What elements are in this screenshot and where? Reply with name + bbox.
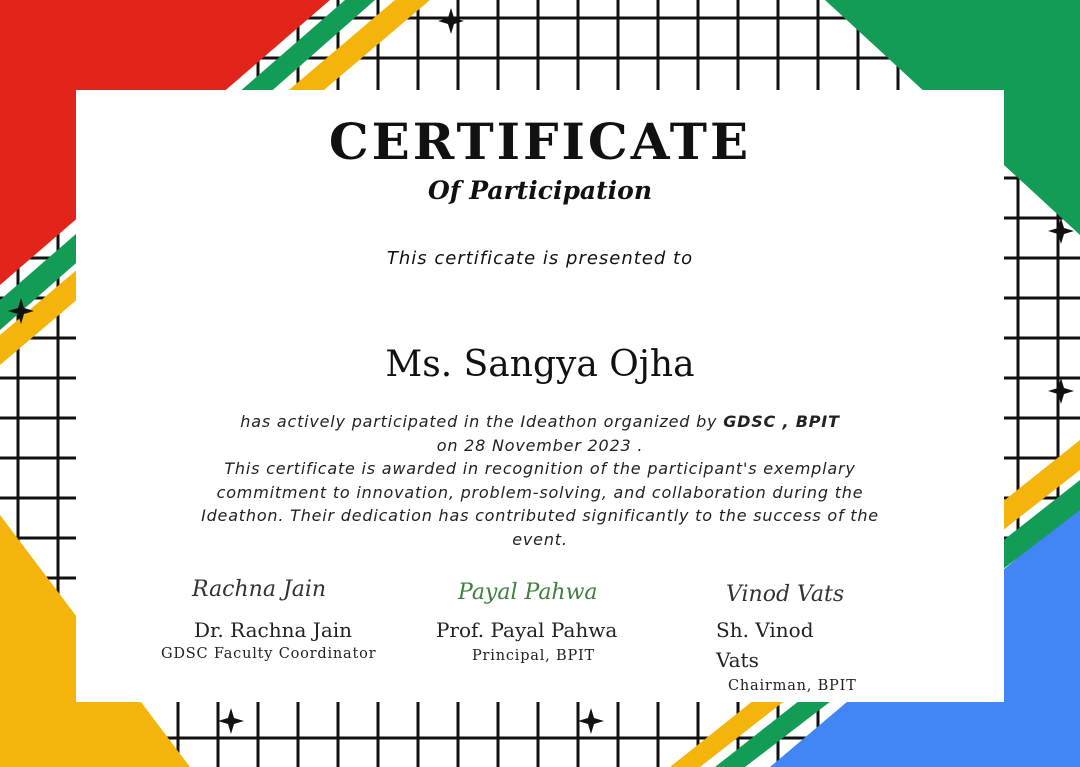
signature-payal-pahwa: Payal Pahwa [458,580,598,605]
body-paragraph: This certificate is awarded in recognition of the participant's exemplary commitment to innovation, problem-solving, and collaboration during the Ideathon. Their dedication has contributed significantly to the success of the event. [201,459,879,549]
signature-vinod-vats: Vinod Vats [726,582,845,607]
body-line-1-prefix: has actively participated in the Ideathon organized by [240,412,718,431]
signature-rachna-jain: Rachna Jain [192,577,327,602]
recipient-name: Ms. Sangya Ojha [385,344,695,385]
signatory-1-role: GDSC Faculty Coordinator [161,646,377,662]
certificate-card [76,90,1004,702]
certificate-title: CERTIFICATE [328,112,752,171]
certificate-body [176,410,904,551]
body-line-1 [176,410,904,434]
signatory-3-role: Chairman, BPIT [728,678,857,694]
signatory-2-role: Principal, BPIT [472,648,596,664]
signatory-3-name-line-2: Vats [716,648,759,672]
signatory-2-name: Prof. Payal Pahwa [436,618,618,642]
organizer-name: GDSC , BPIT [723,412,840,431]
signatory-3-name-line-1: Sh. Vinod [716,618,814,642]
presented-to-text: This certificate is presented to [386,248,694,269]
certificate-subtitle: Of Participation [427,176,653,205]
signatory-1-name: Dr. Rachna Jain [194,618,353,642]
body-line-2: on 28 November 2023 . [436,435,644,455]
